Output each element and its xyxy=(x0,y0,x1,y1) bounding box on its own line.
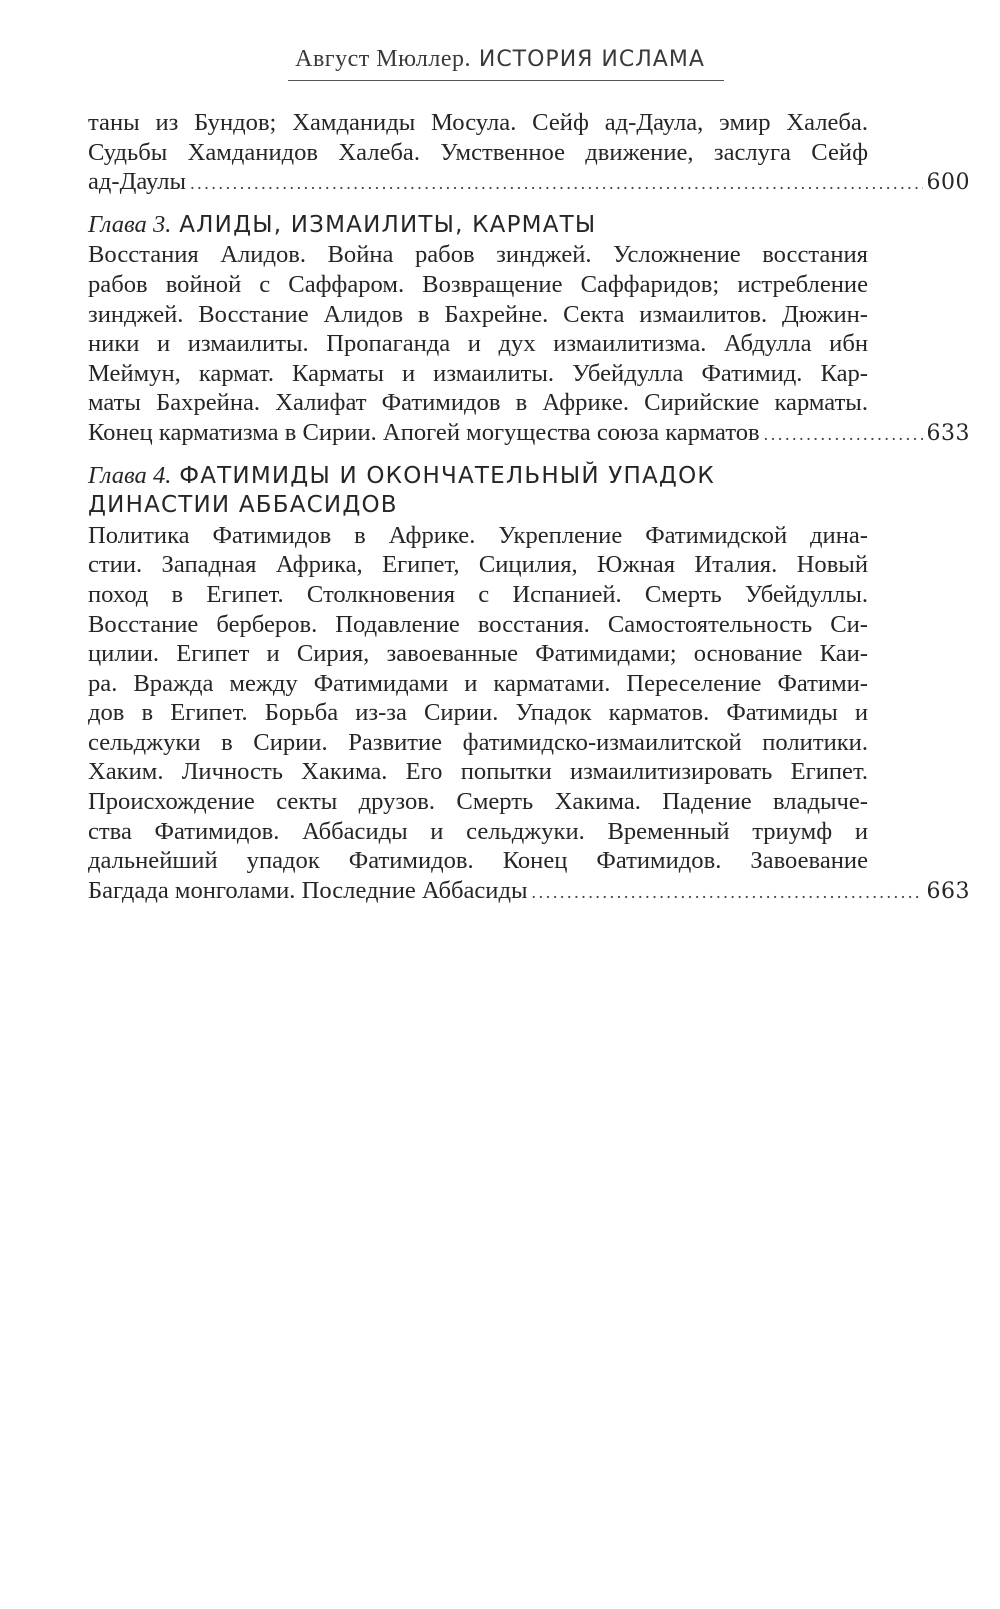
text-line: Восстания Алидов. Война рабов зинджей. Усложнение восстания xyxy=(88,241,868,269)
entry-last-line xyxy=(88,876,970,908)
text-line: Судьбы Хамданидов Халеба. Умственное движение, заслуга Сейф xyxy=(88,138,868,166)
chapter-heading xyxy=(88,209,970,241)
text-line: таны из Бундов; Хамданиды Мосула. Сейф ад-Даула, эмир Халеба. xyxy=(88,109,868,136)
dot-leader xyxy=(190,169,922,199)
chapter-heading xyxy=(88,460,970,521)
text-line: ства Фатимидов. Аббасиды и сельджуки. Временный триумф и xyxy=(88,817,868,845)
entry-description xyxy=(88,521,868,876)
toc-entry-chapter-4 xyxy=(88,460,970,908)
text-line: Меймун, кармат. Карматы и измаилиты. Убейдулла Фатимид. Кар- xyxy=(88,359,868,387)
text-line: стии. Западная Африка, Египет, Сицилия, Южная Италия. Новый xyxy=(88,551,868,579)
text-line: поход в Египет. Столкновения с Испанией. Смерть Убейдуллы. xyxy=(88,580,868,608)
text-line: цилии. Египет и Сирия, завоеванные Фатимидами; основание Каи- xyxy=(88,640,868,668)
text-line: Багдада монголами. Последние Аббасиды xyxy=(88,876,528,904)
chapter-label: Глава 4. xyxy=(88,461,172,489)
text-line: Политика Фатимидов в Африке. Укрепление Фатимидской дина- xyxy=(88,521,868,549)
running-head-rule xyxy=(288,80,724,81)
text-line: Восстание берберов. Подавление восстания. Самостоятельность Си- xyxy=(88,610,868,638)
text-line: ра. Вражда между Фатимидами и карматами. Переселение Фатими- xyxy=(88,669,868,697)
table-of-contents xyxy=(88,108,970,907)
page-number: 633 xyxy=(926,420,970,446)
chapter-title: АЛИДЫ, ИЗМАИЛИТЫ, КАРМАТЫ xyxy=(179,211,597,238)
text-line: дов в Египет. Борьба из-за Сирии. Упадок карматов. Фатимиды и xyxy=(88,699,868,727)
text-line: сельджуки в Сирии. Развитие фатимидско-измаилитской политики. xyxy=(88,728,868,756)
entry-last-line xyxy=(88,167,970,199)
chapter-label: Глава 3. xyxy=(88,210,172,238)
running-head xyxy=(0,46,1000,73)
toc-entry-continued xyxy=(88,108,970,199)
running-head-author: Август Мюллер. xyxy=(295,46,472,72)
entry-description xyxy=(88,108,868,167)
dot-leader xyxy=(532,878,923,908)
entry-description xyxy=(88,240,868,418)
page-number: 600 xyxy=(926,170,970,196)
entry-last-line xyxy=(88,418,970,450)
text-line: Хаким. Личность Хакима. Его попытки измаилитизировать Египет. xyxy=(88,758,868,786)
text-line: ад-Даулы xyxy=(88,168,187,196)
page-number: 663 xyxy=(926,878,970,904)
text-line: ники и измаилиты. Пропаганда и дух измаилитизма. Абдулла ибн xyxy=(88,330,868,358)
dot-leader xyxy=(764,420,923,450)
chapter-title: ФАТИМИДЫ И ОКОНЧАТЕЛЬНЫЙ УПАДОК xyxy=(179,462,715,489)
chapter-title-line-2: ДИНАСТИИ АББАСИДОВ xyxy=(88,492,398,519)
text-line: маты Бахрейна. Халифат Фатимидов в Африке. Сирийские карматы. xyxy=(88,389,868,417)
running-head-title: ИСТОРИЯ ИСЛАМА xyxy=(478,47,705,72)
text-line: рабов войной с Саффаром. Возвращение Саффаридов; истребление xyxy=(88,270,868,298)
text-line: Происхождение секты друзов. Смерть Хакима. Падение владыче- xyxy=(88,788,868,816)
text-line: Конец карматизма в Сирии. Апогей могущества союза карматов xyxy=(88,418,760,446)
toc-entry-chapter-3 xyxy=(88,209,970,450)
text-line: зинджей. Восстание Алидов в Бахрейне. Секта измаилитов. Дюжин- xyxy=(88,300,868,328)
text-line: дальнейший упадок Фатимидов. Конец Фатимидов. Завоевание xyxy=(88,847,868,875)
